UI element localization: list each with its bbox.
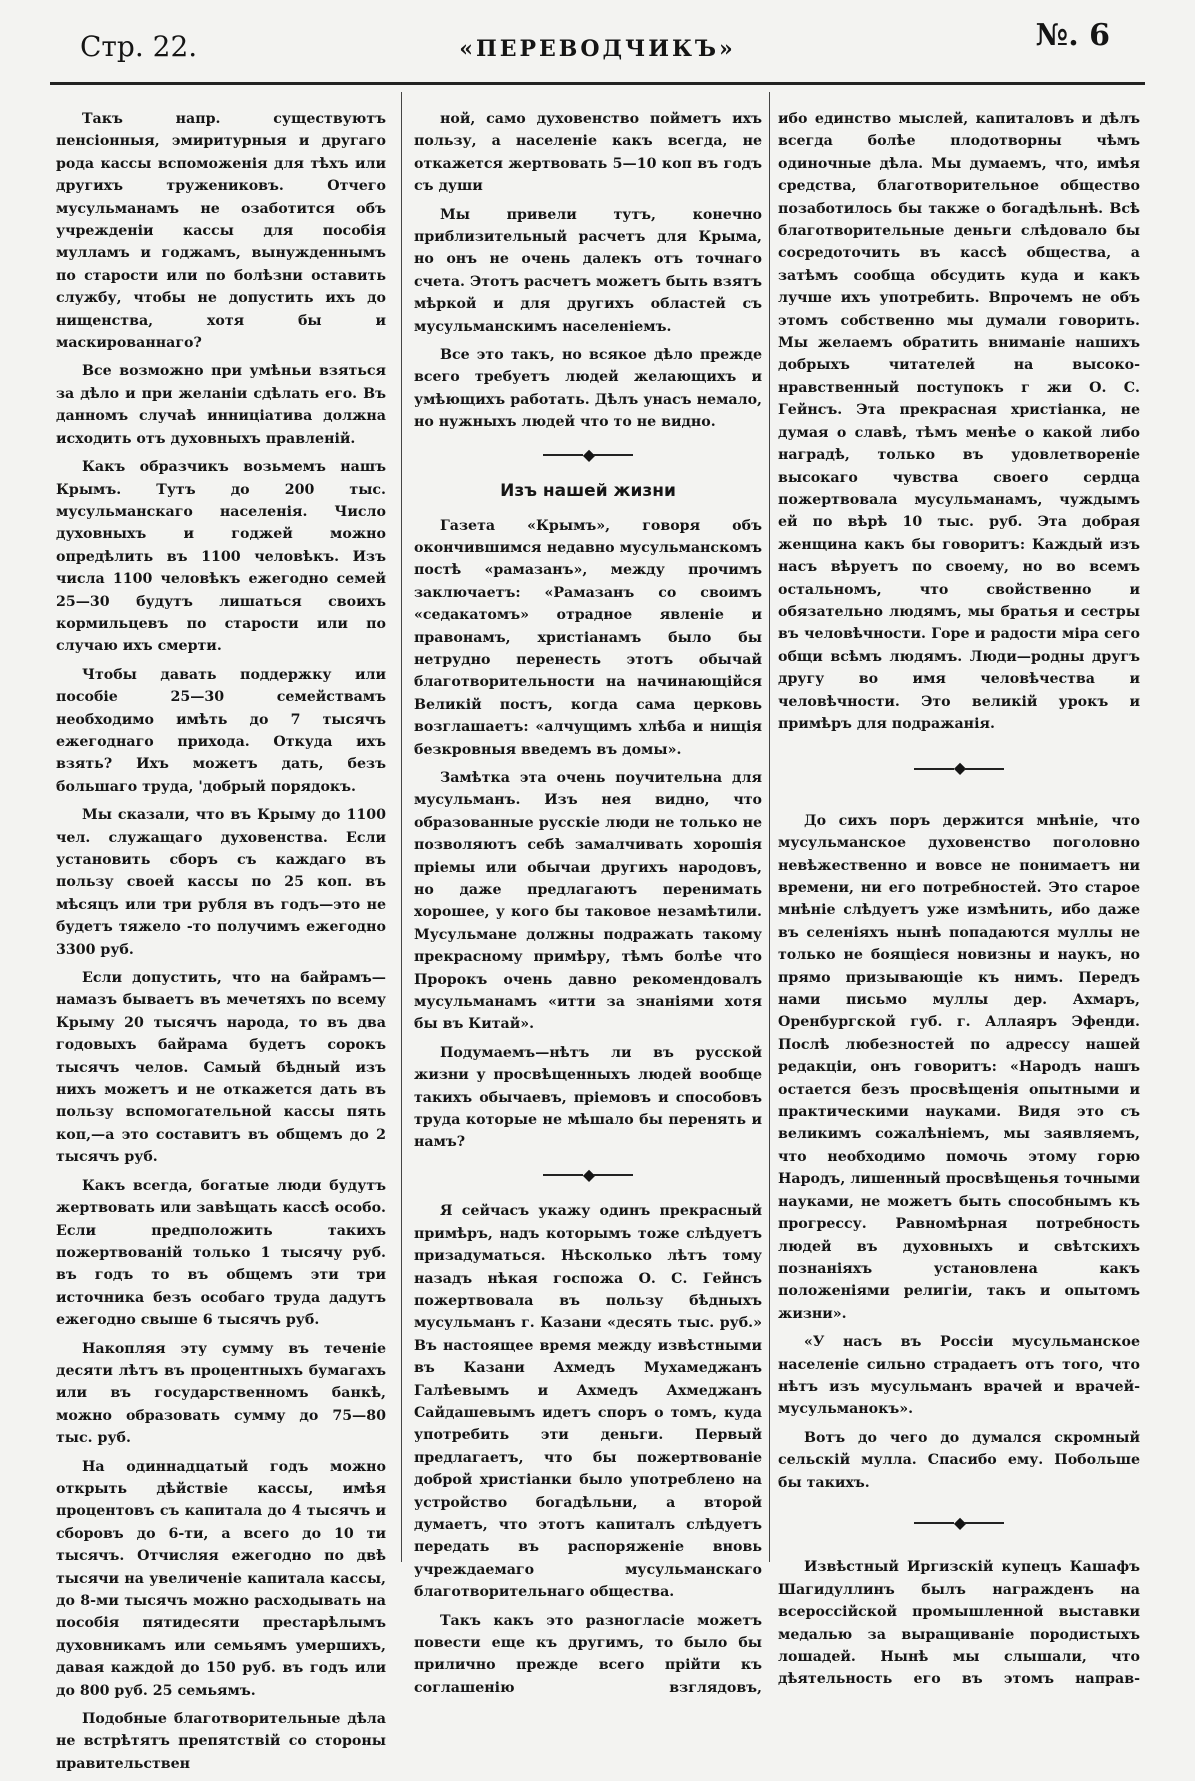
paragraph: ной, само духовенство пойметъ ихъ пользу, а населеніе какъ всегда, не откажется жертвовать 5—10 коп въ годъ съ души bbox=[414, 111, 762, 195]
ornament-divider: ◆ bbox=[414, 444, 762, 466]
page-header bbox=[0, 14, 1195, 84]
paragraph: Извѣстный Иргизскій купецъ Кашафъ Шагидуллинъ былъ награжденъ на всероссійской промышленной выставки медалью за выращиваніе породистыхъ лошадей. Нынѣ мы слышали, что дѣятельность его въ этомъ направ- bbox=[778, 1559, 1140, 1688]
paragraph: Вотъ до чего до думался скромный сельскій мулла. Спасибо ему. Побольше бы такихъ. bbox=[778, 1429, 1140, 1491]
column-divider bbox=[769, 92, 770, 1562]
paragraph: Я сейчасъ укажу одинъ прекрасный примѣръ, надъ которымъ тоже слѣдуетъ призадуматься. Нѣсколько лѣтъ тому назадъ нѣкая госпожа О. С. Гейнсъ пожертвовала въ пользу бѣдныхъ мусульманъ г. Казани «десять тыс. руб.» Въ настоящее время между извѣстными въ Казани Ахмедъ Мухамеджанъ Галѣевымъ и Ахмедъ Ахмеджанъ Сайдашевымъ идетъ споръ о томъ, куда употребить эти деньги. Первый предлагаетъ, что бы пожертвованіе доброй христіанки было употреблено на устройство богадѣльни, а второй думаетъ, что этотъ капиталъ слѣдуетъ передать въ распоряженіе вновь учреждаемаго мусульманскаго благотворительнаго общества. bbox=[414, 1203, 762, 1601]
paragraph: Подобные благотворительные дѣла не встрѣтятъ препятствій со стороны правительствен bbox=[56, 1711, 386, 1772]
paragraph: Такъ напр. существуютъ пенсіонныя, эмиритурныя и другаго рода кассы вспоможенія для тѣхъ или другихъ тружениковъ. Отчего мусульманамъ не озаботится объ учрежденіи кассы для пособія мулламъ и годжамъ, вынужденнымъ по старости или по болѣзни оставить службу, чтобы не допустить ихъ до нищенства, хотя бы и маскированнаго? bbox=[56, 111, 386, 352]
paragraph: Подумаемъ—нѣтъ ли въ русской жизни у просвѣщенныхъ людей вообще такихъ обычаевъ, пріемовъ и способовъ труда которые не мѣшало бы перенять и намъ? bbox=[414, 1044, 762, 1151]
paragraph: Замѣтка эта очень поучительна для мусульманъ. Изъ нея видно, что образованные русскіе люди не только не позволяютъ себѣ замалчивать хорошія пріемы или обычаи другихъ народовъ, но даже предлагаютъ перенимать хорошее, у кого бы таковое незамѣтили. Мусульмане должны подражать такому прекрасному примѣру, тѣмъ болѣе что Пророкъ очень давно рекомендовалъ мусульманамъ «итти за знаніями хотя бы въ Китай». bbox=[414, 769, 762, 1033]
column-divider bbox=[401, 92, 402, 1562]
paragraph: Какъ образчикъ возьмемъ нашъ Крымъ. Тутъ до 200 тыс. мусульманскаго населенія. Число духовныхъ и годжей можно опредѣлить въ 1100 человѣкъ. Изъ числа 1100 человѣкъ ежегодно семей 25—30 будутъ лишаться своихъ кормильцевъ по старости или по случаю ихъ смерти. bbox=[56, 459, 386, 655]
paragraph: Мы сказали, что въ Крыму до 1100 чел. служащаго духовенства. Если установить сборъ съ каждаго въ пользу своей кассы по 25 коп. въ мѣсяцъ или три рубля въ годъ—это не будетъ тяжело -то получимъ ежегодно 3300 руб. bbox=[56, 807, 386, 958]
paragraph: Такъ какъ это разногласіе можетъ повести еще къ другимъ, то было бы прилично прежде всего прійти къ соглашенію взглядовъ, bbox=[414, 1612, 762, 1696]
paragraph: Если допустить, что на байрамъ—намазъ бываетъ въ мечетяхъ по всему Крыму 20 тысячъ народа, то въ два годовыхъ байрама будетъ сорокъ тысячъ челов. Самый бѣдный изъ нихъ можетъ и не откажется дать въ пользу вспомогательной кассы пять коп,—а это составитъ въ общемъ до 2 тысячъ руб. bbox=[56, 970, 386, 1166]
paragraph: Мы привели тутъ, конечно приблизительный расчетъ для Крыма, но онъ не очень далекъ отъ точнаго счета. Этотъ расчетъ можетъ быть взятъ мѣркой и для другихъ областей съ мусульманскимъ населеніемъ. bbox=[414, 206, 762, 335]
paragraph: Чтобы давать поддержку или пособіе 25—30 семействамъ необходимо имѣть до 7 тысячъ ежегоднаго прихода. Откуда ихъ взять? Ихъ можетъ дать, безъ большаго труда, 'добрый порядокъ. bbox=[56, 666, 386, 795]
paragraph: «У насъ въ Россіи мусульманское населеніе сильно страдаетъ отъ того, что нѣтъ изъ мусульманъ врачей и врачей-мусульманокъ». bbox=[778, 1334, 1140, 1418]
newspaper-title: «ПЕРЕВОДЧИКЪ» bbox=[459, 36, 736, 62]
paragraph: На одиннадцатый годъ можно открыть дѣйствіе кассы, имѣя процентовъ съ капитала до 4 тысячъ и сборовъ до 6-ти, а всего до 10 ти тысячъ. Отчисляя ежегодно по двѣ тысячи на увеличеніе капитала кассы, до 8-ми тысячъ можно расходывать на пособія пятидесяти престарѣлымъ духовникамъ или семьямъ умершихъ, давая каждой до 150 руб. въ годъ или до 800 руб. 25 семьямъ. bbox=[56, 1458, 386, 1699]
paragraph: До сихъ поръ держится мнѣніе, что мусульманское духовенство поголовно невѣжественно и вовсе не понимаетъ ни времени, ни его потребностей. Это старое мнѣніе слѣдуетъ уже измѣнить, ибо даже въ селеніяхъ нынѣ попадаются муллы не только не боящіеся новизны и наукъ, но прямо призывающіе къ нимъ. Передъ нами письмо муллы дер. Ахмаръ, Оренбургской губ. г. Аллаяръ Эфенди. Послѣ любезностей по адрессу нашей редакціи, онъ говоритъ: «Народъ нашъ остается безъ просвѣщенія опытными и практическими науками. Видя это съ великимъ сожалѣніемъ, мы заявляемъ, что необходимо помочь этому горю Народъ, лишенный просвѣщенья точными науками, не можетъ быть способнымъ къ прогрессу. Равномѣрная потребность людей въ духовныхъ и свѣтскихъ познаніяхъ установлена какъ положеніями религіи, такъ и опытомъ жизни». bbox=[778, 812, 1140, 1322]
ornament-divider: ◆ bbox=[778, 757, 1140, 779]
issue-number: №. 6 bbox=[1035, 18, 1110, 53]
paragraph: Газета «Крымъ», говоря объ окончившимся недавно мусульманскомъ постѣ «рамазанъ», между прочимъ заключаетъ: «Рамазанъ со своимъ «седакатомъ» отрадное явленіе и правонамъ, христіанамъ было бы нетрудно перенесть этотъ обычай благотворительности на начинающійся Великій постъ, когда сама церковь возглашаетъ: «алчущимъ хлѣба и нищія безкровныя введемъ въ домы». bbox=[414, 517, 762, 758]
header-rule bbox=[50, 82, 1145, 85]
paragraph: Какъ всегда, богатые люди будутъ жертвовать или завѣщать кассѣ особо. Если предположить такихъ пожертвованій только 1 тысячу руб. въ годъ то въ общемъ эти три источника безъ особаго труда дадутъ ежегодно свыше 6 тысячъ руб. bbox=[56, 1177, 386, 1329]
paragraph: Накопляя эту сумму въ теченіе десяти лѣтъ въ процентныхъ бумагахъ или въ государственномъ банкѣ, можно образовать сумму до 75—80 тыс. руб. bbox=[56, 1340, 386, 1447]
ornament-divider: ◆ bbox=[414, 1164, 762, 1186]
column-1 bbox=[56, 108, 386, 1781]
column-2 bbox=[414, 108, 762, 1705]
page-number: Стр. 22. bbox=[80, 30, 198, 63]
paragraph: Все это такъ, но всякое дѣло прежде всего требуетъ людей желающихъ и умѣющихъ работать. Дѣлъ унасъ немало, но нужныхъ людей что то не видно. bbox=[414, 347, 762, 431]
column-3 bbox=[778, 108, 1140, 1697]
section-heading: Изъ нашей жизни bbox=[500, 481, 676, 502]
paragraph: Все возможно при умѣньи взяться за дѣло и при желаніи сдѣлать его. Въ данномъ случаѣ инниціатива должна исходить отъ духовныхъ правленій. bbox=[56, 363, 386, 447]
paragraph: ибо единство мыслей, капиталовъ и дѣлъ всегда болѣе плодотворны чѣмъ одиночные дѣла. Мы думаемъ, что, имѣя средства, благотворительное общество позаботилось бы также о богадѣльнѣ. Всѣ благотворительные деньги слѣдовало бы сосредоточить въ кассѣ общества, а затѣмъ сообща обсудить куда и какъ лучше ихъ употребить. Впрочемъ не объ этомъ собственно мы думали говорить. Мы желаемъ обратить вниманіе нашихъ добрыхъ читателей на высоко-нравственный поступокъ г жи О. С. Гейнсъ. Эта прекрасная христіанка, не думая о славѣ, тѣмъ менѣе о какой либо наградѣ, только въ удовлетвореніе высокаго чувства своего сердца пожертвовала мусульманамъ, чуждымъ ей по вѣрѣ 10 тыс. руб. Эта добрая женщина какъ бы говоритъ: Каждый изъ насъ вѣруетъ по своему, но во всемъ остальномъ, что свойственно и обязательно людямъ, мы братья и сестры въ человѣчности. Горе и радости міра сего общи всѣмъ людямъ. Люди—родны другъ другу во имя человѣчества и человѣчности. Это великій урокъ и примѣръ для подражанія. bbox=[778, 111, 1140, 732]
ornament-divider: ◆ bbox=[778, 1512, 1140, 1534]
